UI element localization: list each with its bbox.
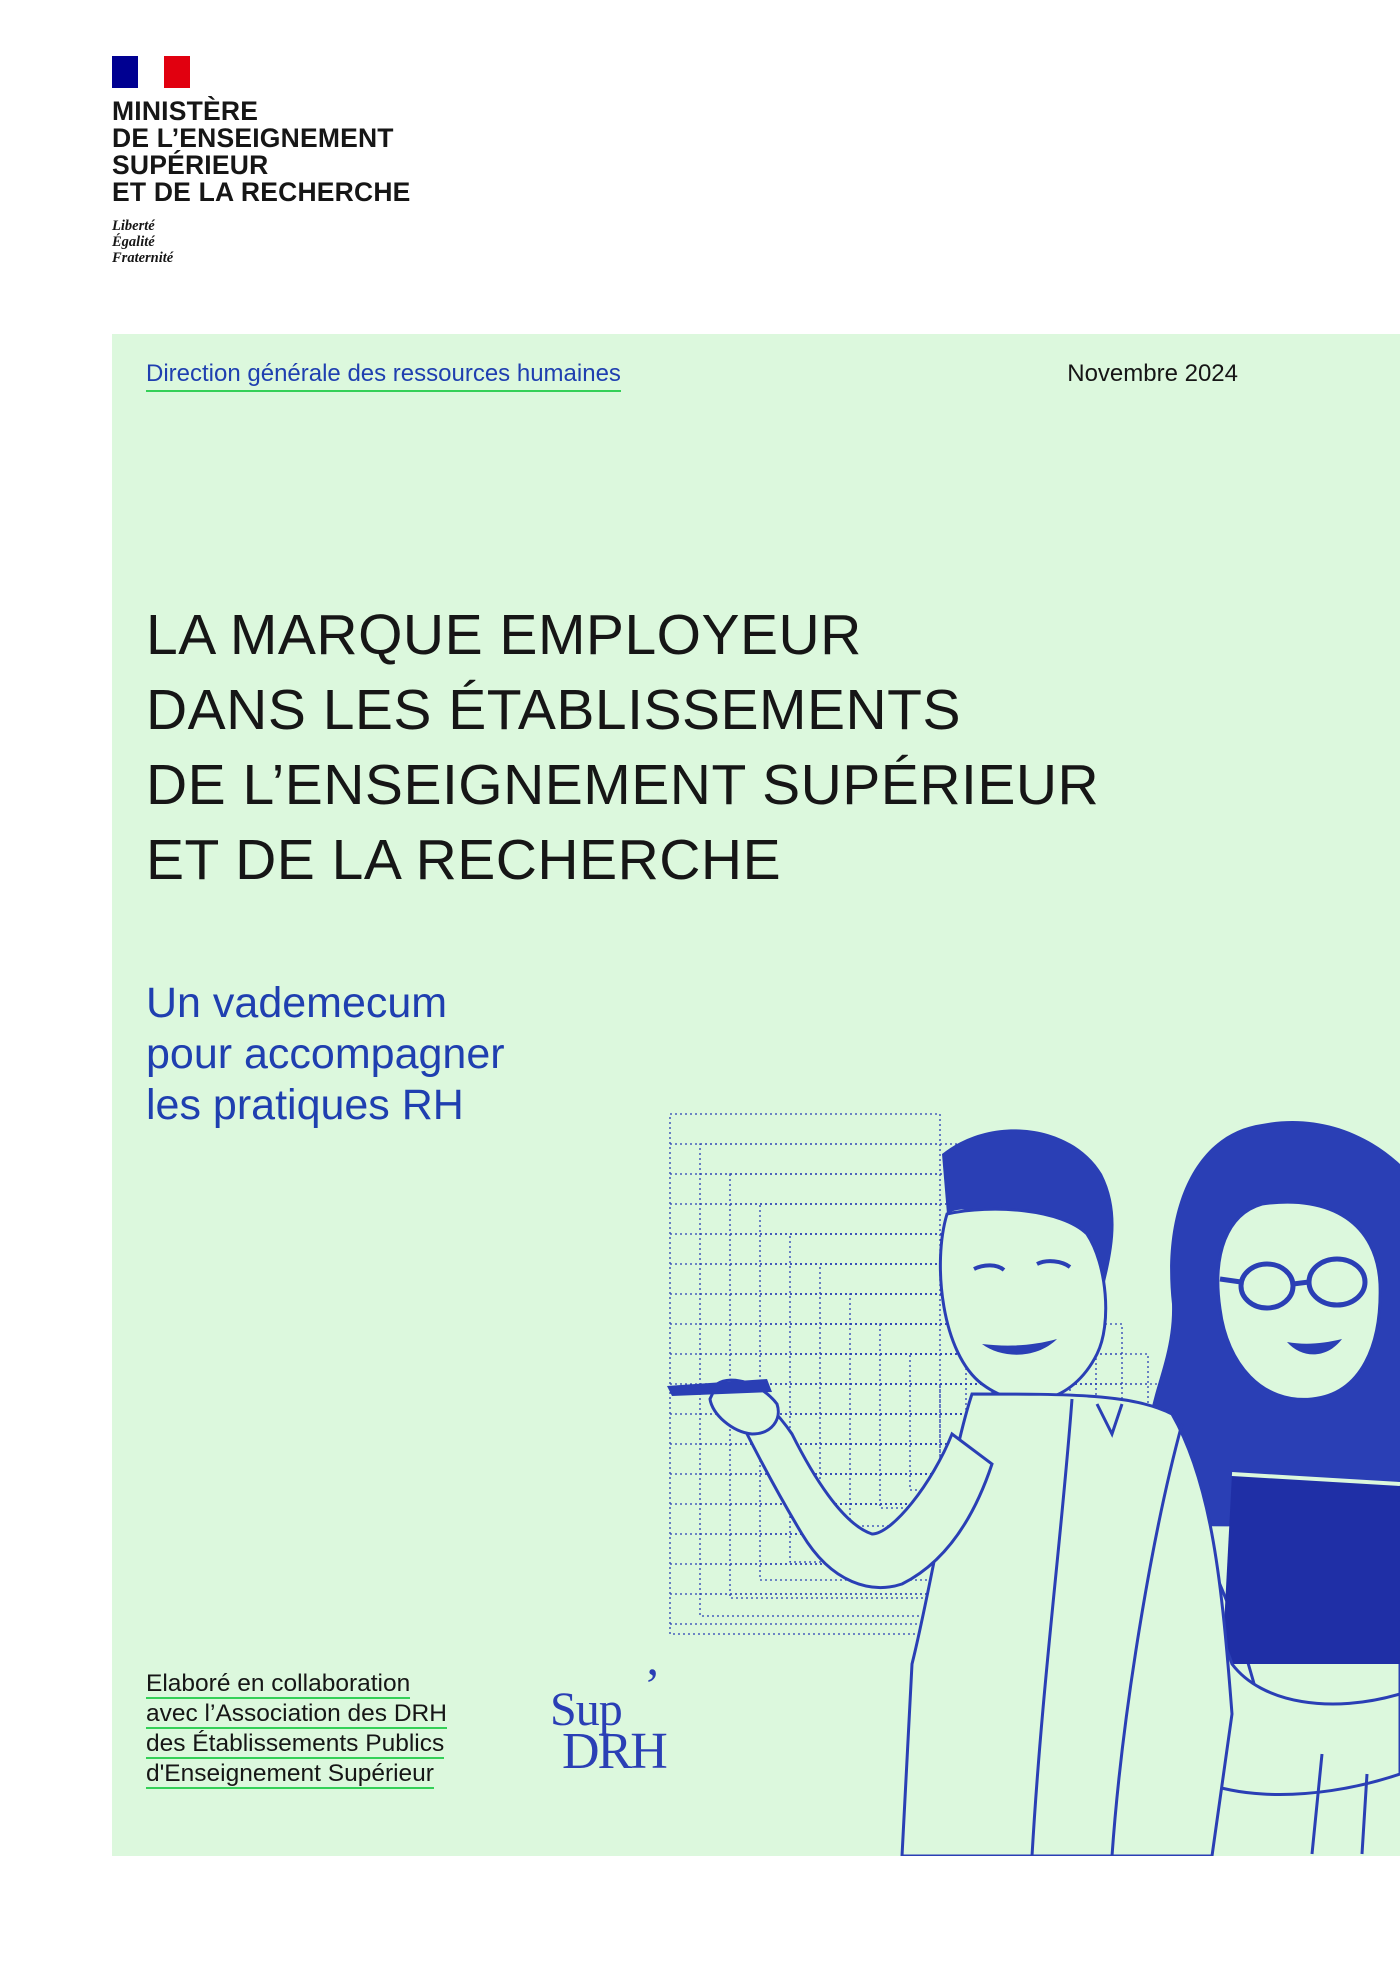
ministry-name-line: MINISTÈRE xyxy=(112,96,259,126)
subtitle-line: les pratiques RH xyxy=(146,1081,464,1129)
motto-line: Liberté xyxy=(112,218,155,234)
title-line: DE L’ENSEIGNEMENT SUPÉRIEUR xyxy=(146,753,1100,817)
motto-line: Fraternité xyxy=(112,250,174,266)
supdrh-apostrophe: ’ xyxy=(644,1657,660,1713)
subtitle-line: pour accompagner xyxy=(146,1030,505,1078)
supdrh-logo xyxy=(550,1657,666,1780)
supdrh-logo-bottom: DRH xyxy=(562,1723,666,1780)
man-face xyxy=(940,1209,1105,1401)
title-line: LA MARQUE EMPLOYEUR xyxy=(146,603,862,667)
republic-motto xyxy=(112,218,411,266)
ministry-logo xyxy=(112,56,411,266)
collaboration-line: Elaboré en collaboration xyxy=(146,1670,411,1697)
ministry-name-line: ET DE LA RECHERCHE xyxy=(112,177,411,207)
publication-date: Novembre 2024 xyxy=(1067,360,1238,387)
motto-line: Égalité xyxy=(112,234,155,250)
document-subtitle xyxy=(146,978,505,1131)
document-title xyxy=(146,598,1099,898)
supdrh-logo-top: Sup ’ xyxy=(550,1657,660,1736)
title-line: DANS LES ÉTABLISSEMENTS xyxy=(146,678,962,742)
collaboration-line: des Établissements Publics xyxy=(146,1730,445,1757)
ministry-name xyxy=(112,98,411,206)
collaboration-line: avec l’Association des DRH xyxy=(146,1700,447,1727)
cover-panel xyxy=(112,334,1400,1856)
ministry-name-line: SUPÉRIEUR xyxy=(112,150,269,180)
title-line: ET DE LA RECHERCHE xyxy=(146,828,782,892)
directorate-label: Direction générale des ressources humaines xyxy=(146,360,621,392)
book-icon xyxy=(1222,1474,1400,1664)
collaboration-line: d'Enseignement Supérieur xyxy=(146,1760,434,1787)
subtitle-line: Un vademecum xyxy=(146,979,448,1027)
ministry-name-line: DE L’ENSEIGNEMENT xyxy=(112,123,394,153)
collaboration-note xyxy=(146,1670,447,1790)
french-flag-icon xyxy=(112,56,190,88)
